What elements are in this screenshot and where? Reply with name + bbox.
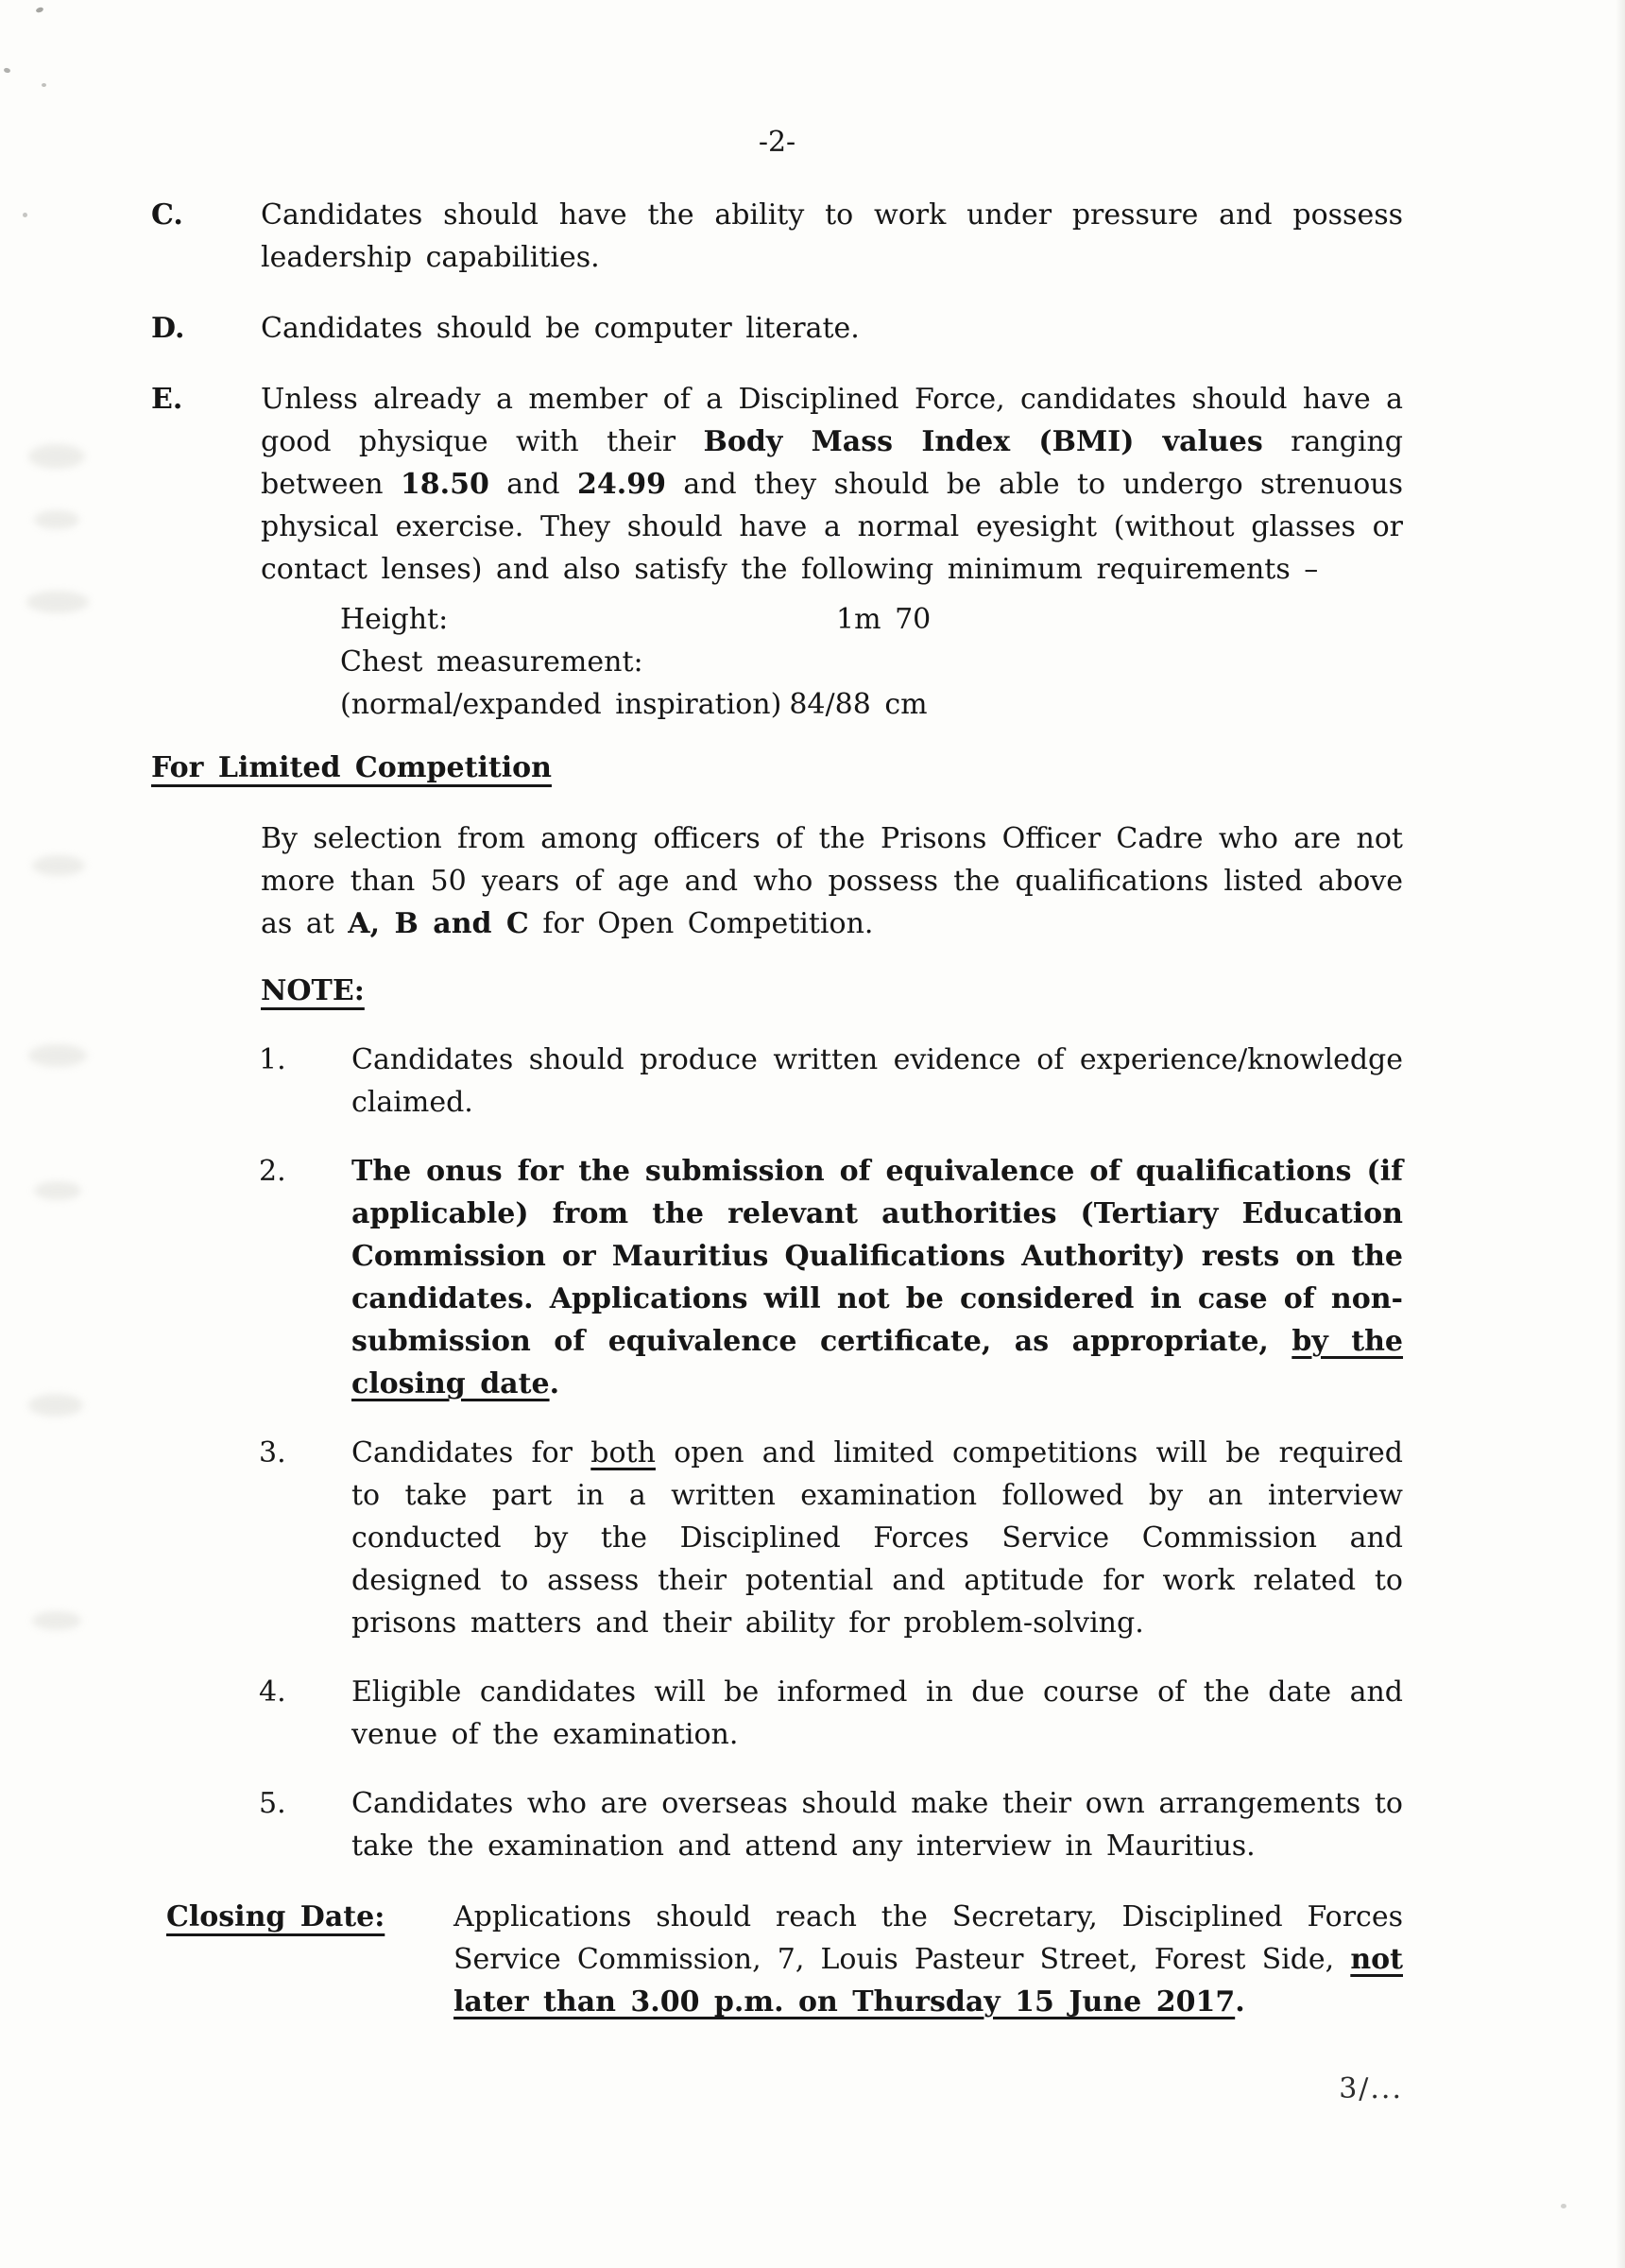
chest-row	[340, 641, 1403, 683]
closing-date-text: Applications should reach the Secretary, Disciplined Forces Service Commission, 7, Louis Pasteur Street, Forest Side, not later than 3.00 p.m. on Thursday 15 June 2017.	[453, 1900, 1403, 2019]
note-heading: NOTE:	[261, 974, 365, 1007]
section-c	[151, 194, 1403, 279]
note-item-text: Eligible candidates will be informed in due course of the date and venue of the examination.	[351, 1675, 1403, 1751]
note-item-number: 2.	[259, 1155, 286, 1188]
section-letter: C.	[151, 198, 183, 232]
note-item-text: Candidates should produce written evidence of experience/knowledge claimed.	[351, 1043, 1403, 1119]
requirements-block	[340, 598, 1403, 726]
note-item-number: 3.	[259, 1436, 286, 1469]
closing-date-label-cell	[166, 1896, 453, 2023]
note-item-text: Candidates who are overseas should make their own arrangements to take the examination and attend any interview in Mauritius.	[351, 1787, 1403, 1863]
chest-sub-label: (normal/expanded inspiration)	[340, 688, 782, 721]
note-item-1	[259, 1039, 1403, 1124]
closing-date-block	[166, 1896, 1403, 2023]
chest-label: Chest measurement:	[340, 645, 643, 679]
note-item-number: 4.	[259, 1675, 286, 1709]
note-item-text: Candidates for both open and limited competitions will be required to take part in a written examination followed by an interview conducted by the Disciplined Forces Service Commission and designed to assess their potential and aptitude for work related to prisons matters and their ability for problem-solving.	[351, 1436, 1403, 1640]
height-value: 1m 70	[836, 603, 932, 636]
note-item-2	[259, 1150, 1403, 1405]
section-text: Unless already a member of a Disciplined Force, candidates should have a good physique with their Body Mass Index (BMI) values ranging between 18.50 and 24.99 and they should be able to undergo strenuous physical exercise. They should have a normal eyesight (without glasses or contact lenses) and also satisfy the following minimum requirements –	[261, 383, 1404, 586]
section-e	[151, 378, 1403, 591]
section-letter: E.	[151, 383, 183, 416]
note-item-5	[259, 1782, 1403, 1867]
note-item-text: The onus for the submission of equivalence of qualifications (if applicable) from the relevant authorities (Tertiary Education Commission or Mauritius Qualifications Authority) rests on the candidates. Applications will not be considered in case of non-submission of equivalence certificate, as appropriate, by the closing date.	[351, 1155, 1404, 1400]
scan-speck	[1561, 2204, 1566, 2208]
page-number: -2-	[758, 126, 796, 159]
note-item-3	[259, 1432, 1403, 1644]
chest-value: 84/88 cm	[789, 688, 928, 721]
note-item-4	[259, 1671, 1403, 1756]
section-letter: D.	[151, 312, 185, 345]
chest-sub-row	[340, 683, 1403, 726]
limited-competition-heading: For Limited Competition	[151, 751, 552, 784]
height-row	[340, 598, 1403, 641]
height-label: Height:	[340, 603, 449, 636]
page-continuation-mark: 3/...	[1339, 2072, 1403, 2105]
section-text: Candidates should have the ability to work under pressure and possess leadership capabilities.	[261, 198, 1403, 274]
section-text: Candidates should be computer literate.	[261, 312, 860, 345]
closing-date-label: Closing Date:	[166, 1900, 385, 1933]
section-d	[151, 307, 1403, 350]
limited-competition-paragraph: By selection from among officers of the Prisons Officer Cadre who are not more than 50 years of age and who possess the qualifications listed above as at A, B and C for Open Competition.	[261, 822, 1403, 940]
note-item-number: 1.	[259, 1043, 286, 1076]
note-item-number: 5.	[259, 1787, 286, 1820]
